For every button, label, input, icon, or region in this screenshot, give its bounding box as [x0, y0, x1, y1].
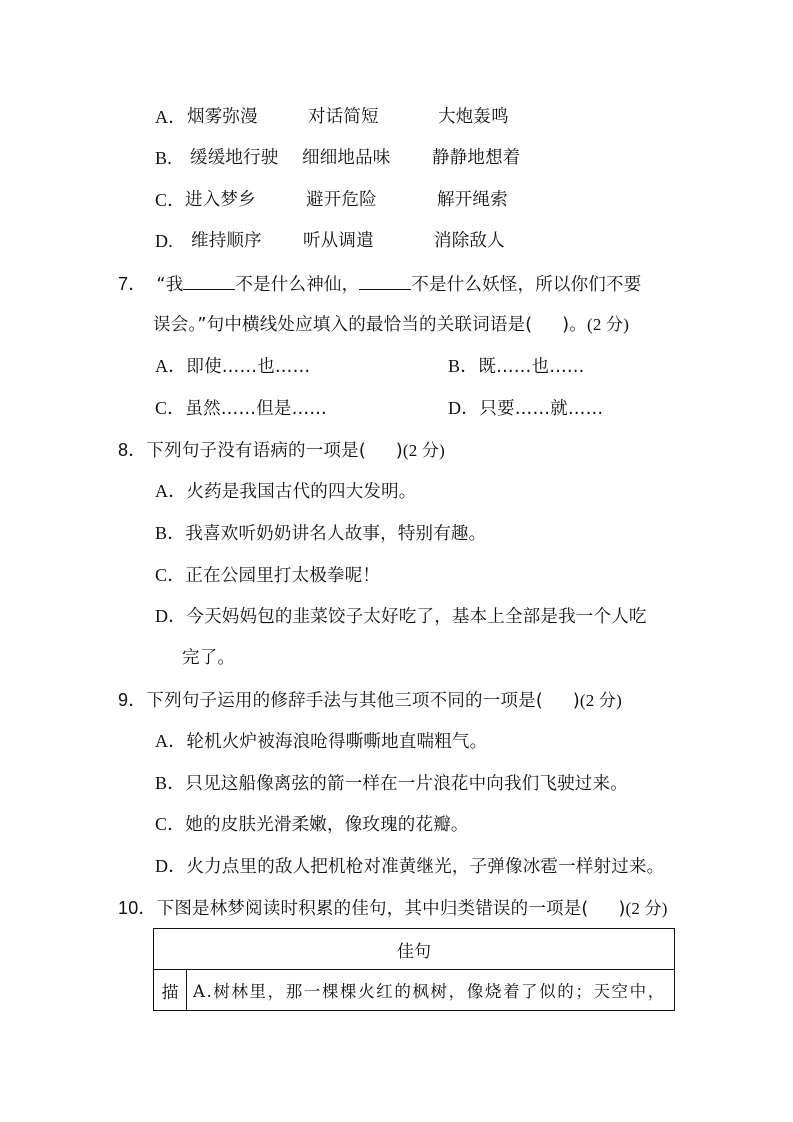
q7-text: 不是什么神仙，: [235, 275, 360, 295]
option-label: B．: [155, 523, 186, 543]
option-word: 静静地想着: [432, 148, 521, 168]
q9-option-b: [155, 771, 628, 796]
option-text: 火药是我国古代的四大发明。: [186, 482, 417, 502]
table-header: 佳句: [154, 929, 675, 970]
option-label: B．: [155, 773, 186, 793]
table-row: [154, 970, 675, 1011]
q7-option-b: [448, 354, 585, 379]
question-number: 10．: [118, 898, 157, 918]
option-text: 火力点里的敌人把机枪对准黄继光，子弹像冰雹一样射过来。: [186, 857, 665, 877]
option-text: 既……也……: [478, 357, 585, 377]
q9-text: ): [572, 691, 580, 711]
q10-text: ): [618, 899, 626, 919]
option-label: C．: [155, 565, 186, 585]
option-text: 我喜欢听奶奶讲名人故事，特别有趣。: [185, 524, 487, 544]
option-word: 避开危险: [306, 190, 377, 210]
option-word: 缓缓地行驶: [190, 148, 279, 168]
option-text: 虽然……但是……: [185, 399, 328, 419]
option-text: 她的皮肤光滑柔嫩，像玫瑰的花瓣。: [185, 815, 469, 835]
q7-stem-line1: [118, 271, 641, 297]
question-number: 9．: [118, 690, 147, 710]
points-label: (2 分): [586, 315, 630, 334]
sentence-cell: A.树林里，那一棵棵火红的枫树，像烧着了似的；天空中，: [187, 970, 675, 1011]
q7-stem-line2: [153, 313, 629, 337]
points-label: (2 分): [402, 441, 445, 460]
option-label: C．: [155, 190, 186, 210]
option-label: D．: [155, 606, 187, 626]
option-text: 正在公园里打太极拳呢！: [185, 566, 381, 586]
option-text: 即使……也……: [186, 357, 311, 377]
q7-text: 不是什么妖怪，所以你们不要: [411, 275, 642, 295]
points-label: (2 分): [579, 691, 622, 710]
option-label: A．: [155, 731, 187, 751]
table-header-row: [154, 929, 675, 970]
option-word: 消除敌人: [434, 231, 505, 251]
question-number: 8．: [118, 440, 147, 460]
q9-option-c: [155, 812, 469, 837]
q7-option-a: [155, 354, 310, 379]
q10-stem: [118, 896, 668, 921]
option-word: 解开绳索: [437, 190, 508, 210]
q8-text: 下列句子没有语病的一项是(: [146, 441, 366, 461]
q9-option-a: [155, 729, 487, 754]
q7-text: “我: [156, 275, 184, 295]
option-label: C．: [155, 814, 186, 834]
option-label: B.: [155, 148, 172, 168]
option-word: 烟雾弥漫: [187, 107, 258, 127]
option-word: 对话简短: [308, 107, 379, 127]
q9-stem: [118, 688, 622, 713]
option-text: 今天妈妈包的韭菜饺子太好吃了，基本上全部是我一个人吃: [186, 607, 647, 627]
option-label: A．: [155, 356, 187, 376]
q8-option-b: [155, 521, 486, 546]
q7-text: )。: [562, 315, 587, 335]
option-label: D．: [448, 398, 480, 418]
good-sentences-table: [153, 928, 675, 1011]
option-text: 只要……就……: [479, 399, 604, 419]
q8-option-c: [155, 563, 380, 588]
option-label: D．: [155, 856, 187, 876]
q9-text: 下列句子运用的修辞手法与其他三项不同的一项是(: [146, 691, 543, 711]
q7-option-d: [448, 396, 603, 421]
q8-stem: [118, 438, 445, 463]
option-text: 轮机火炉被海浪呛得嘶嘶地直喘粗气。: [186, 732, 488, 752]
question-number: 7．: [118, 274, 147, 294]
option-word: 大炮轰鸣: [438, 107, 509, 127]
option-word: 进入梦乡: [185, 190, 256, 210]
option-text: 只见这船像离弦的箭一样在一片浪花中向我们飞驶过来。: [185, 774, 628, 794]
q7-text: 误会。”句中横线处应填入的最恰当的关联词语是(: [153, 315, 533, 335]
answer-blank[interactable]: [183, 271, 235, 290]
option-word: 维持顺序: [191, 231, 262, 251]
option-text: 完了。: [182, 648, 236, 668]
q6-option-d: [155, 229, 675, 254]
option-word: 细细地品味: [302, 148, 391, 168]
option-label: C．: [155, 398, 186, 418]
q6-option-b: [155, 146, 675, 171]
category-cell: 描: [154, 970, 187, 1011]
q6-option-a: [155, 105, 675, 130]
q10-text: 下图是林梦阅读时积累的佳句，其中归类错误的一项是(: [156, 899, 589, 919]
q8-option-d: [155, 604, 647, 629]
q6-option-c: [155, 188, 675, 213]
q7-option-c: [155, 396, 327, 421]
option-label: A．: [155, 481, 187, 501]
answer-blank[interactable]: [359, 271, 411, 290]
points-label: (2 分): [625, 899, 668, 918]
option-label: A．: [155, 107, 187, 127]
q8-option-d-continuation: [182, 646, 235, 670]
option-label: D.: [155, 231, 173, 251]
q8-text: ): [395, 441, 403, 461]
option-label: B．: [448, 356, 479, 376]
q8-option-a: [155, 479, 417, 504]
q9-option-d: [155, 854, 664, 879]
option-word: 听从调遣: [303, 231, 374, 251]
